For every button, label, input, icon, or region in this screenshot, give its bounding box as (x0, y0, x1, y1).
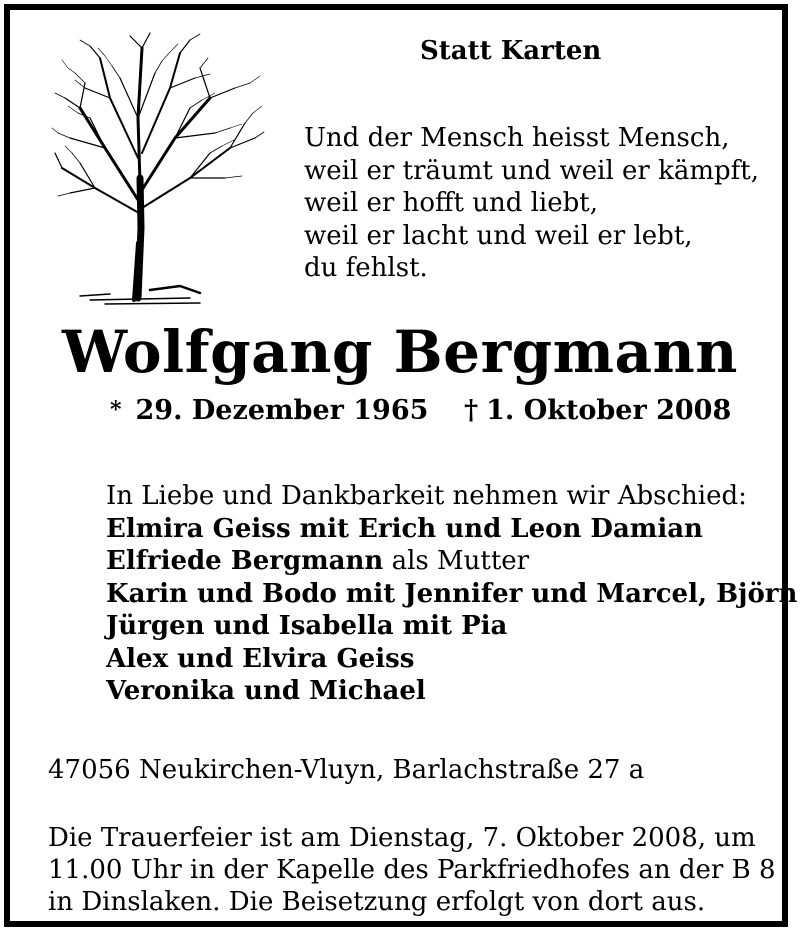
mourner-line: Elfriede Bergmann als Mutter (106, 546, 530, 576)
poem-line: Und der Mensch heisst Mensch, (304, 123, 730, 153)
mourners-list (106, 480, 797, 708)
mourner-line: Alex und Elvira Geiss (106, 643, 415, 674)
obituary-frame (4, 4, 798, 927)
service-line: 11.00 Uhr in der Kapelle des Parkfriedhofes an der B 8 (48, 855, 776, 885)
mourner-line: Elmira Geiss mit Erich und Leon Damian (106, 513, 703, 544)
birth-star-icon: * (110, 397, 122, 423)
service-line: Die Trauerfeier ist am Dienstag, 7. Oktober 2008, um (48, 823, 756, 853)
poem-line: weil er hofft und liebt, (304, 188, 598, 218)
mourner-line: Karin und Bodo mit Jennifer und Marcel, Björn (106, 578, 798, 609)
poem (304, 122, 759, 285)
poem-line: weil er träumt und weil er kämpft, (304, 155, 760, 186)
birth-date: * 29. Dezember 1965 (110, 395, 429, 426)
death-date: † 1. Oktober 2008 (464, 395, 732, 426)
poem-line: weil er lacht und weil er lebt, (304, 220, 693, 251)
header-title: Statt Karten (420, 36, 602, 66)
deceased-name: Wolfgang Bergmann (62, 318, 738, 386)
mourner-line: Jürgen und Isabella mit Pia (106, 611, 508, 641)
death-cross-icon: † (464, 395, 479, 426)
funeral-service-info (48, 822, 776, 918)
tree-icon (50, 28, 270, 313)
service-line: in Dinslaken. Die Beisetzung erfolgt von dort aus. (48, 887, 706, 917)
mourners-intro: In Liebe und Dankbarkeit nehmen wir Abschied: (106, 481, 747, 511)
address: 47056 Neukirchen-Vluyn, Barlachstraße 27 a (48, 755, 645, 785)
poem-line: du fehlst. (304, 253, 428, 283)
mourner-line: Veronika und Michael (106, 676, 426, 706)
